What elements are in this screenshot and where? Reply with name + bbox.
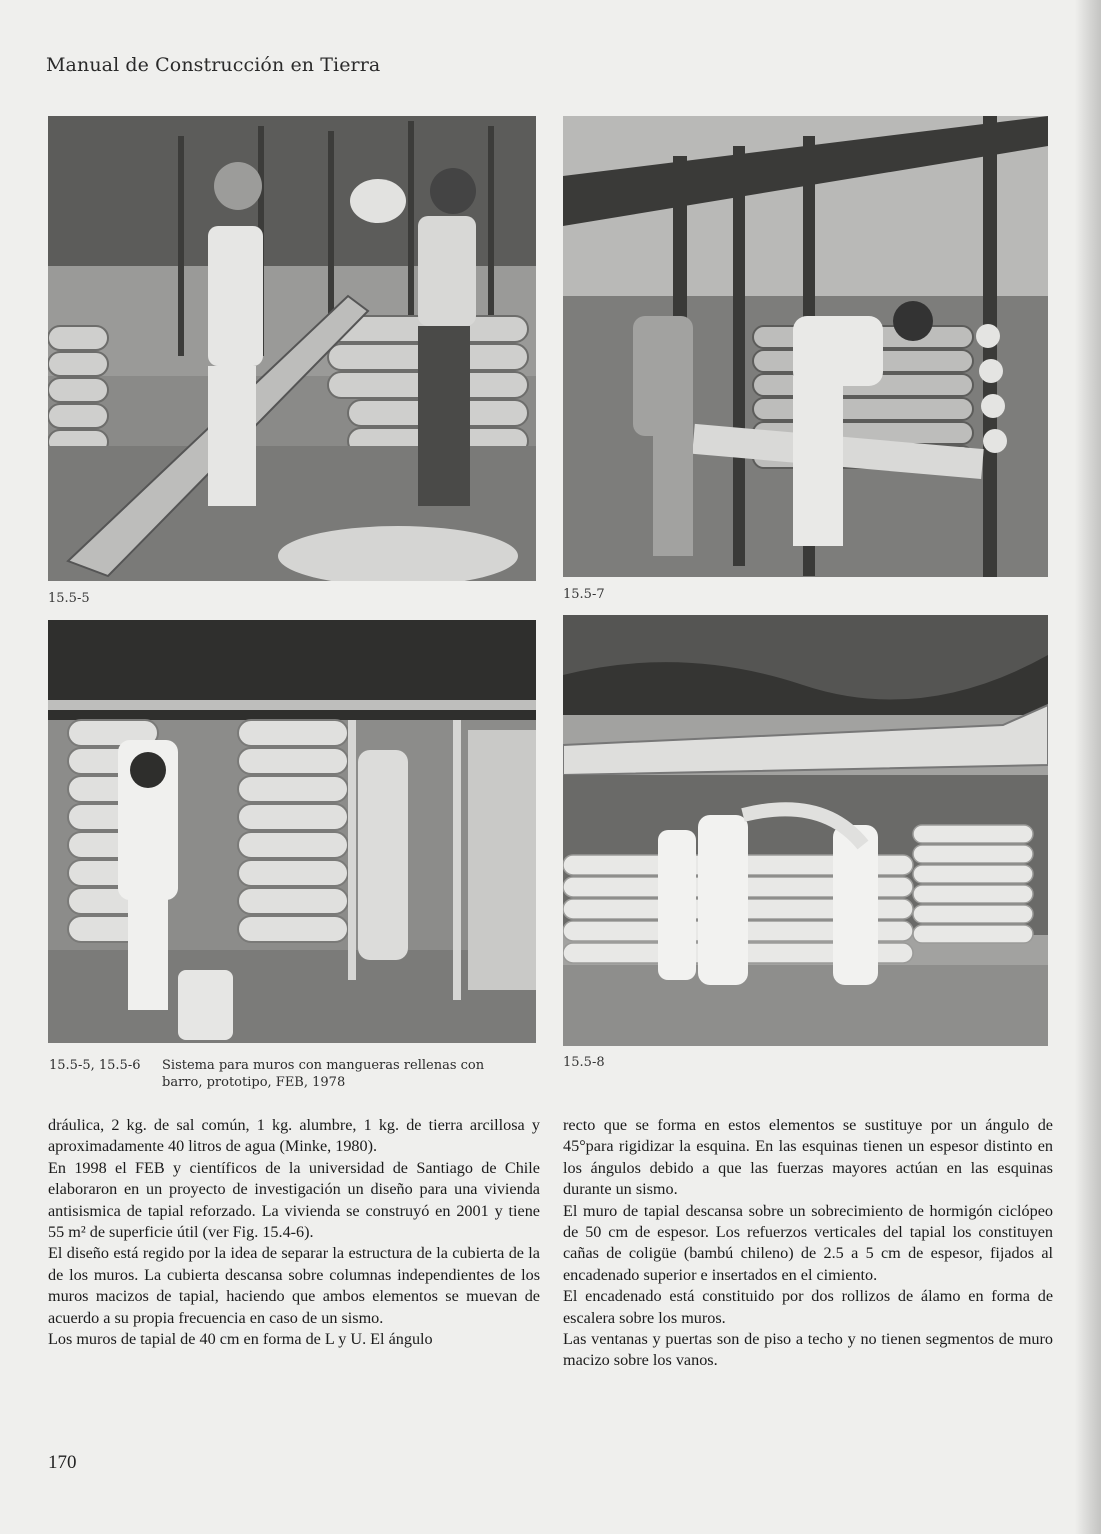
photo-15-5-7 (563, 116, 1048, 577)
caption-figure-numbers: 15.5-5, 15.5-6 (49, 1058, 141, 1073)
running-header: Manual de Construcción en Tierra (46, 54, 381, 76)
right-text-column (563, 1115, 1053, 1372)
left-paragraph-4: Los muros de tapial de 40 cm en forma de L y U. El ángulo (48, 1330, 433, 1349)
figure-label-15-5-5: 15.5-5 (48, 591, 90, 606)
photo-15-5-5 (48, 116, 536, 581)
figure-caption (49, 1057, 539, 1091)
left-paragraph-2: En 1998 el FEB y científicos de la universidad de Santiago de Chile elaboraron en un proyecto de investigación un diseño para una vivienda antisismica de tapial reforzado. La vivienda se construyó en 2001 y tiene 55 m² de superficie útil (ver Fig. 15.4-6). (48, 1158, 540, 1242)
photo-15-5-6 (48, 620, 536, 1043)
caption-line-2: barro, prototipo, FEB, 1978 (162, 1075, 346, 1090)
right-paragraph-3: El encadenado está constituido por dos rollizos de álamo en forma de escalera sobre los muros. (563, 1287, 1053, 1327)
right-paragraph-4: Las ventanas y puertas son de piso a techo y no tienen segmentos de muro macizo sobre los vanos. (563, 1330, 1053, 1370)
photo-15-5-8 (563, 615, 1048, 1046)
right-paragraph-1: recto que se forma en estos elementos se sustituye por un ángulo de 45°para rigidizar la esquina. En las esquinas tienen un espesor distinto en los ángulos debido a que las fuerzas mayores actúan en las esquinas durante un sismo. (563, 1116, 1053, 1199)
page-number: 170 (48, 1452, 77, 1473)
caption-line-1: Sistema para muros con mangueras rellenas con (162, 1058, 485, 1073)
left-paragraph-3: El diseño está regido por la idea de separar la estructura de la cubierta de la de los muros. La cubierta descansa sobre columnas independientes de los muros macizos de tapial, haciendo que ambos elementos se muevan de acuerdo a su propia frecuencia en caso de un sismo. (48, 1244, 540, 1327)
figure-label-15-5-8: 15.5-8 (563, 1055, 605, 1070)
right-paragraph-2: El muro de tapial descansa sobre un sobrecimiento de hormigón ciclópeo de 50 cm de espesor. Los refuerzos verticales del tapial los constituyen cañas de coligüe (bambú chileno) de 2.5 a 5 cm de espesor, fijados al encadenado superior e insertados en el cimiento. (563, 1201, 1053, 1284)
left-paragraph-1: dráulica, 2 kg. de sal común, 1 kg. alumbre, 1 kg. de tierra arcillosa y aproximadamente 40 litros de agua (Minke, 1980). (48, 1116, 540, 1156)
left-text-column (48, 1115, 540, 1350)
figure-label-15-5-7: 15.5-7 (563, 587, 605, 602)
scan-edge-shadow (1075, 0, 1101, 1534)
